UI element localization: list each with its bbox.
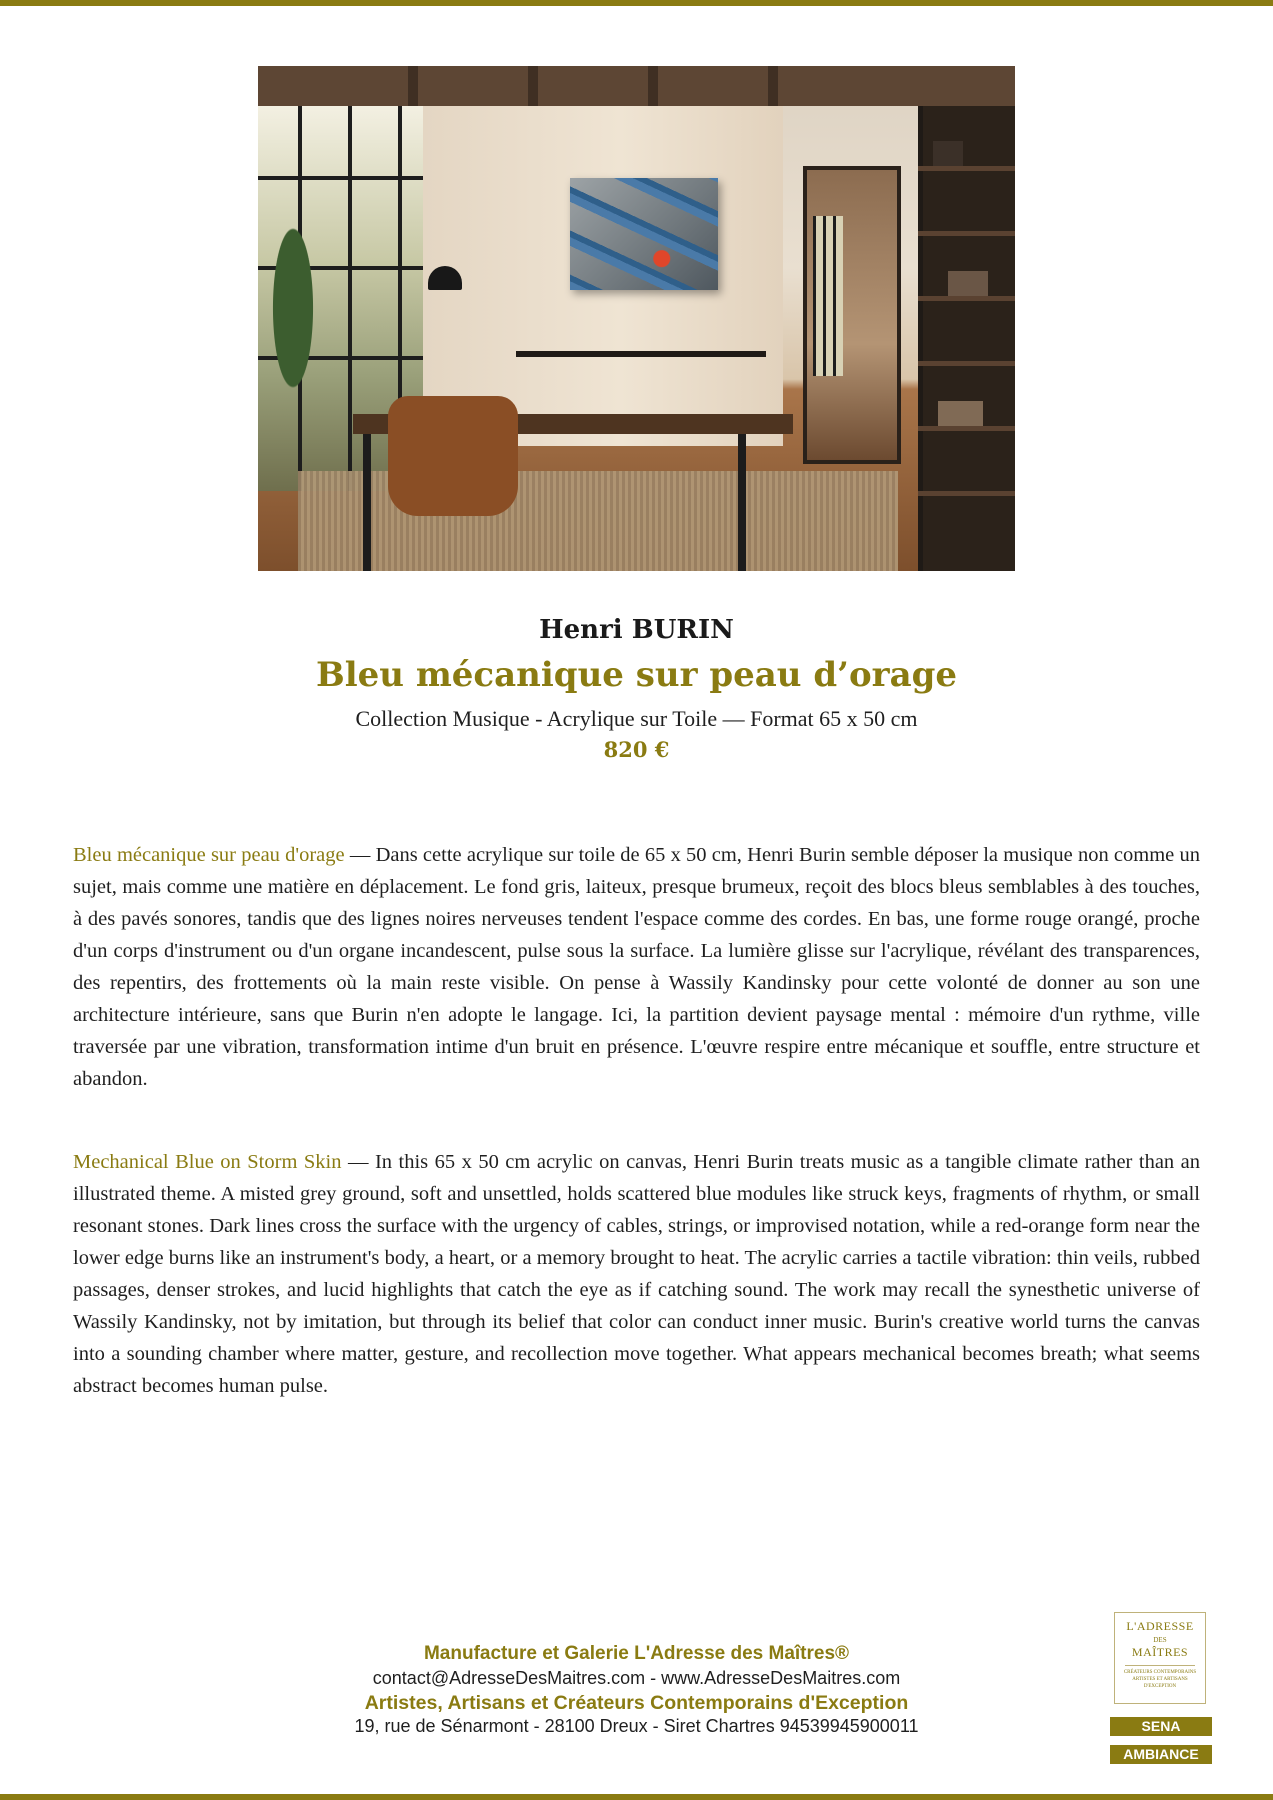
footer-gallery-name: Manufacture et Galerie L'Adresse des Maîtres® xyxy=(423,1643,850,1664)
sena-badge: SENA xyxy=(1110,1717,1212,1736)
logo-line-1: L'ADRESSE xyxy=(1126,1619,1194,1633)
photo-beam xyxy=(408,66,418,106)
photo-shelf xyxy=(918,166,1015,171)
photo-desk-leg xyxy=(738,434,746,571)
gallery-logo xyxy=(1114,1612,1206,1704)
description-en-text: — In this 65 x 50 cm acrylic on canvas, Henri Burin treats music as a tangible climate rather than an illustrated theme. A misted grey ground, soft and unsettled, holds scattered blue modules like struck keys, fragments of rhythm, or small resonant stones. Dark lines cross the surface with the urgency of cables, strings, or improvised notation, while a red-orange form near the lower edge burns like an instrument's body, a heart, or a memory brought to heat. The acrylic carries a tactile vibration: thin veils, rubbed passages, denser strokes, and lucid highlights that catch the eye as if catching sound. The work may recall the synesthetic universe of Wassily Kandinsky, not by imitation, but through its belief that color can conduct inner music. Burin's creative world turns the canvas into a sounding chamber where matter, gesture, and recollection move together. What appears mechanical becomes breath; what seems abstract becomes human pulse. xyxy=(73,1151,1200,1397)
artwork-interior-photo xyxy=(258,66,1015,571)
description-en xyxy=(73,1146,1200,1402)
artwork-price: 820 € xyxy=(603,737,670,762)
artwork-title: Bleu mécanique sur peau d’orage xyxy=(315,655,958,695)
painting-on-wall xyxy=(570,178,718,290)
artwork-details: Collection Musique - Acrylique sur Toile — Format 65 x 50 cm xyxy=(355,706,918,731)
photo-beam xyxy=(768,66,778,106)
photo-mullion xyxy=(258,176,423,180)
description-fr xyxy=(73,839,1200,1095)
photo-shelf xyxy=(918,231,1015,236)
photo-shelf xyxy=(918,426,1015,431)
ambiance-badge: AMBIANCE xyxy=(1110,1745,1212,1764)
logo-divider xyxy=(1125,1665,1195,1666)
photo-mullion xyxy=(348,106,352,491)
artist-name: Henri BURIN xyxy=(539,615,734,645)
description-fr-lead: Bleu mécanique sur peau d'orage xyxy=(73,844,345,866)
logo-line-2: DES xyxy=(1153,1636,1167,1644)
logo-line-3: MAÎTRES xyxy=(1131,1645,1189,1659)
footer-contact: contact@AdresseDesMaitres.com - www.AdresseDesMaitres.com xyxy=(372,1668,901,1688)
photo-books xyxy=(933,141,963,166)
top-rule xyxy=(0,0,1273,6)
logo-line-4: CRÉATEURS CONTEMPORAINS ARTISTES ET ARTISANS D'EXCEPTION xyxy=(1123,1670,1197,1689)
photo-shelf xyxy=(918,361,1015,366)
bottom-rule xyxy=(0,1794,1273,1800)
photo-beam xyxy=(528,66,538,106)
photo-desk-leg xyxy=(363,434,371,571)
photo-books xyxy=(948,271,988,296)
photo-console-table xyxy=(516,351,766,357)
photo-books xyxy=(938,401,983,426)
footer-address: 19, rue de Sénarmont - 28100 Dreux - Siret Chartres 94539945900011 xyxy=(354,1716,919,1736)
description-fr-text: — Dans cette acrylique sur toile de 65 x 50 cm, Henri Burin semble déposer la musique non comme un sujet, mais comme une matière en déplacement. Le fond gris, laiteux, presque brumeux, reçoit des blocs bleus semblables à des touches, à des pavés sonores, tandis que des lignes noires nerveuses tendent l'espace comme des cordes. En bas, une forme rouge orangé, proche d'un corps d'instrument ou d'un organe incandescent, pulse sous la surface. La lumière glisse sur l'acrylique, révélant des transparences, des repentirs, des frottements où la main reste visible. On pense à Wassily Kandinsky pour cette volonté de donner au son une architecture intérieure, sans que Burin n'en adopte le langage. Ici, la partition devient paysage mental : mémoire d'un rythme, ville traversée par une vibration, transformation intime d'un bruit en présence. L'œuvre respire entre mécanique et souffle, entre structure et abandon. xyxy=(73,844,1200,1090)
description-en-lead: Mechanical Blue on Storm Skin xyxy=(73,1151,342,1173)
photo-plant xyxy=(258,216,328,446)
photo-far-window xyxy=(813,216,843,376)
photo-beam xyxy=(648,66,658,106)
photo-ceiling xyxy=(258,66,1015,106)
photo-shelf xyxy=(918,491,1015,496)
photo-shelf xyxy=(918,296,1015,301)
photo-chair xyxy=(388,396,518,516)
photo-bookshelf xyxy=(918,106,1015,571)
footer-tagline: Artistes, Artisans et Créateurs Contemporains d'Exception xyxy=(364,1692,909,1714)
